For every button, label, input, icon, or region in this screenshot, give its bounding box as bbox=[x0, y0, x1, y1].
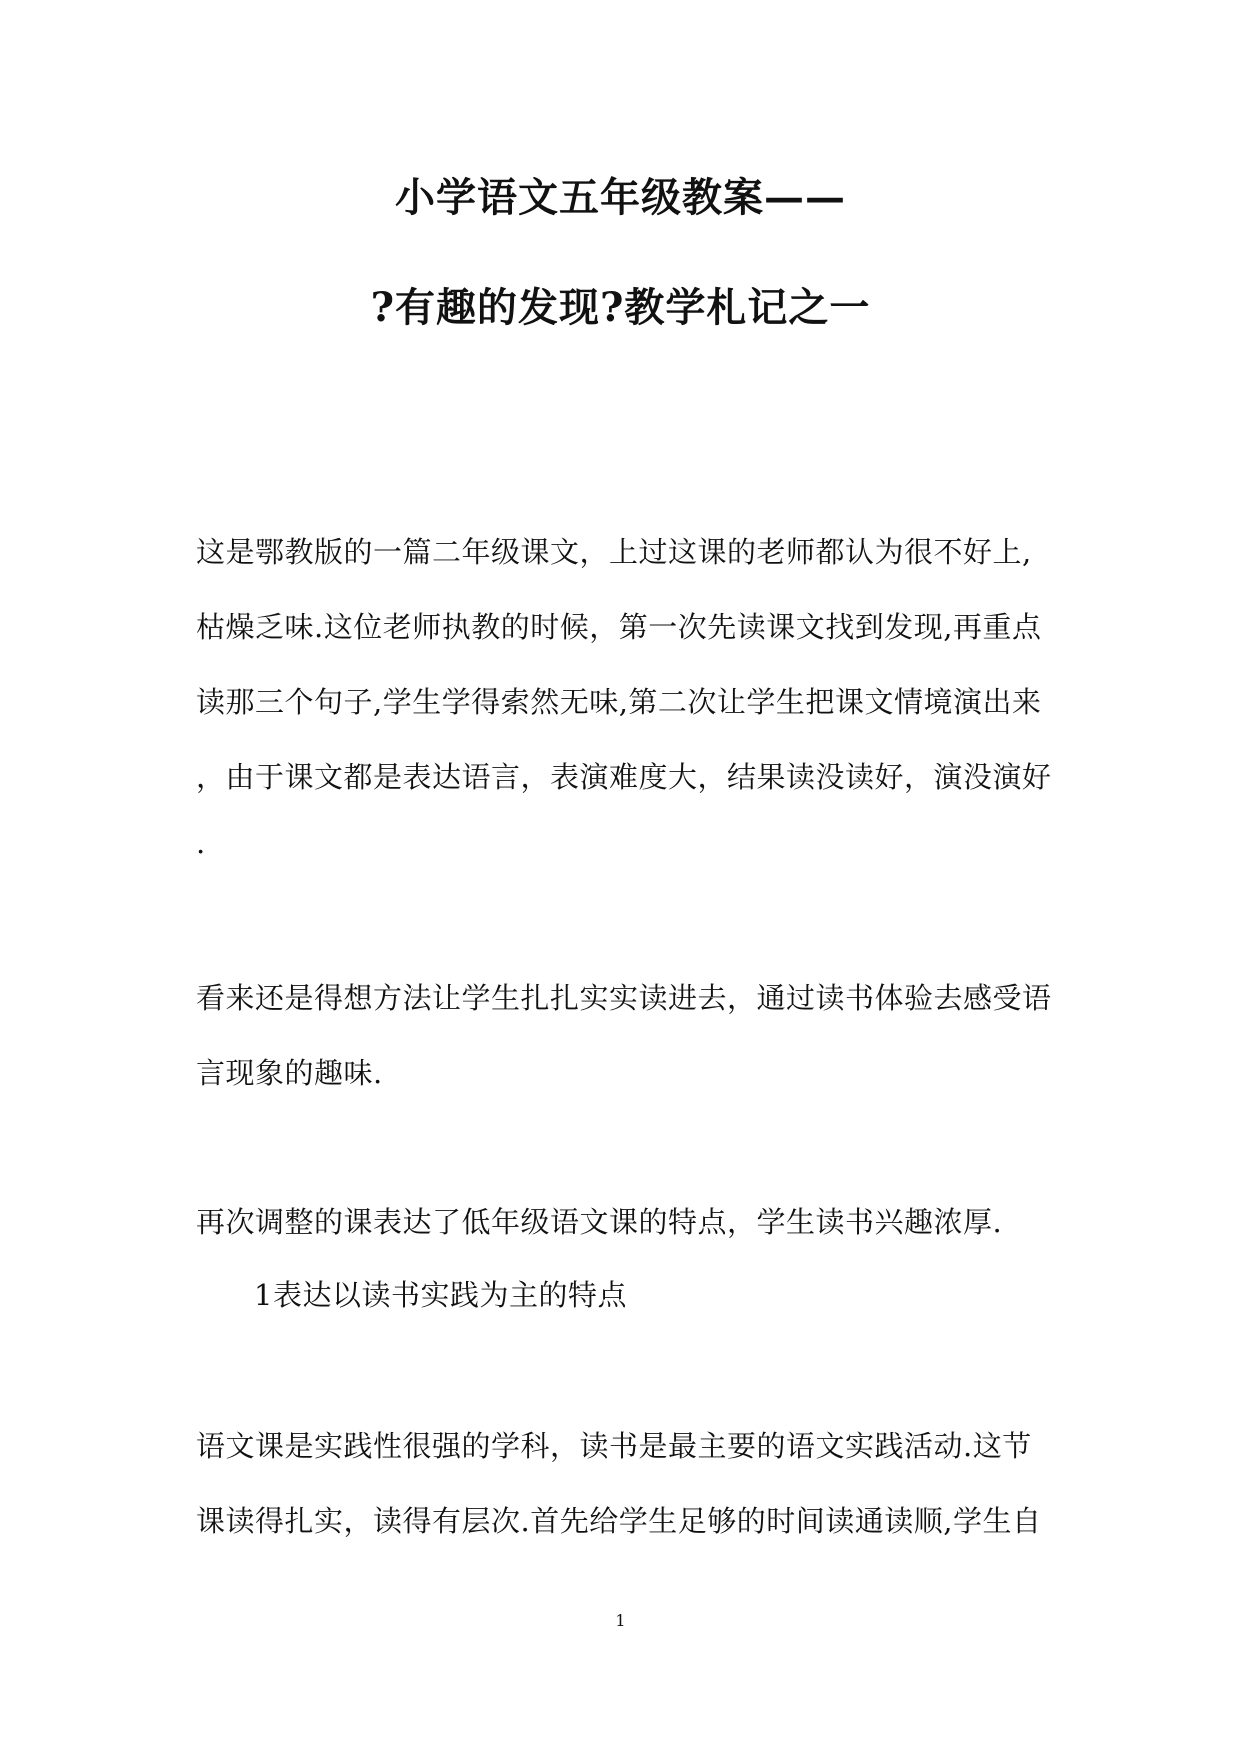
body-line: ，由于课文都是表达语言，表演难度大，结果读没读好，演没演好 bbox=[196, 760, 1052, 794]
body-line: 言现象的趣味. bbox=[196, 1056, 383, 1090]
title-line-1: 小学语文五年级教案—— bbox=[395, 174, 846, 221]
title-line-2: ?有趣的发现?教学札记之一 bbox=[370, 284, 871, 331]
body-line: 课读得扎实，读得有层次.首先给学生足够的时间读通读顺,学生自 bbox=[196, 1504, 1042, 1538]
body-line: 读那三个句子,学生学得索然无味,第二次让学生把课文情境演出来 bbox=[196, 685, 1042, 719]
body-line: 这是鄂教版的一篇二年级课文，上过这课的老师都认为很不好上, bbox=[196, 535, 1032, 569]
page-number: 1 bbox=[615, 1611, 626, 1630]
body-line: 语文课是实践性很强的学科，读书是最主要的语文实践活动.这节 bbox=[196, 1429, 1032, 1463]
body-line: 再次调整的课表达了低年级语文课的特点，学生读书兴趣浓厚. bbox=[196, 1205, 1003, 1239]
section-heading: 1表达以读书实践为主的特点 bbox=[254, 1278, 627, 1312]
body-line: . bbox=[196, 826, 206, 860]
body-line: 枯燥乏味.这位老师执教的时候，第一次先读课文找到发现,再重点 bbox=[196, 610, 1042, 644]
body-line: 看来还是得想方法让学生扎扎实实读进去，通过读书体验去感受语 bbox=[196, 981, 1052, 1015]
